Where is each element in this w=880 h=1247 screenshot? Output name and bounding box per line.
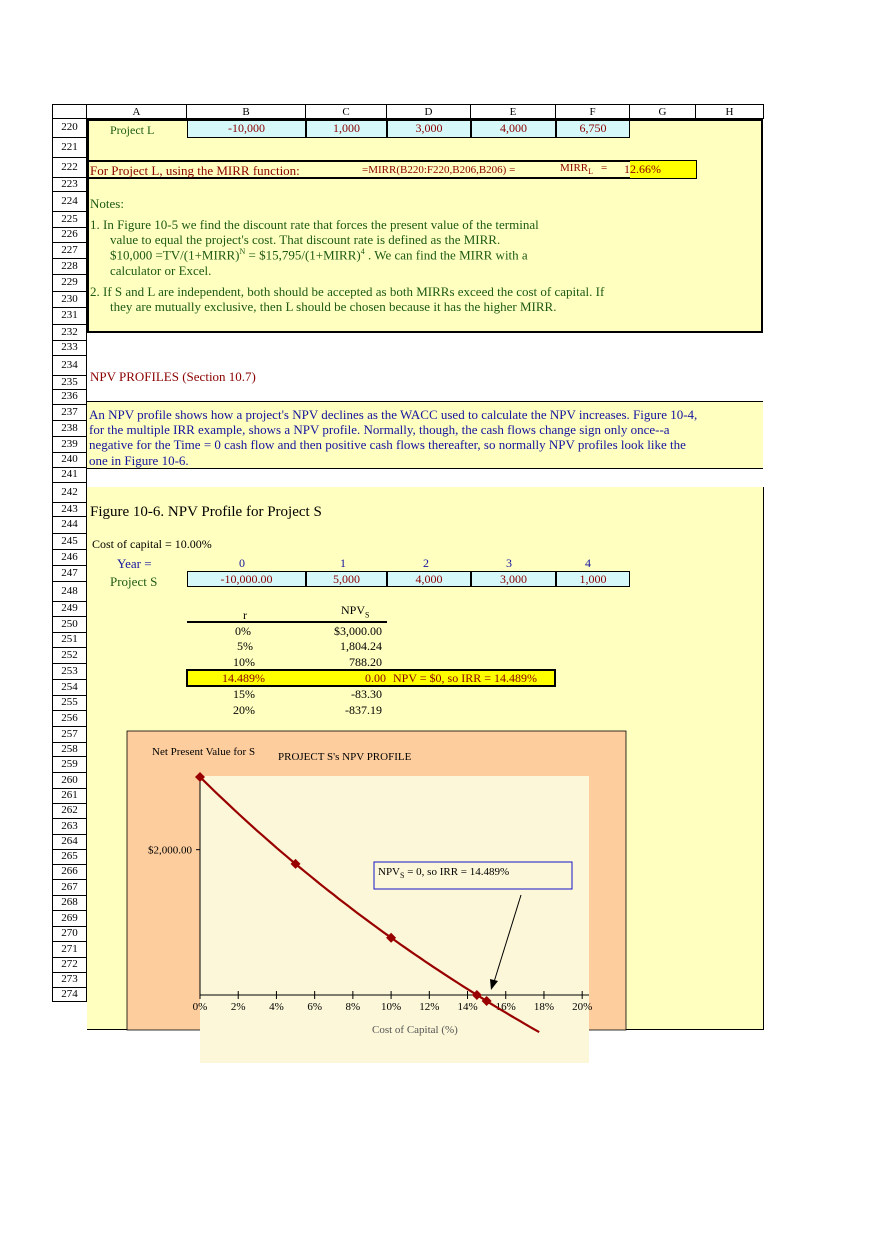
- row-number[interactable]: 230: [52, 292, 87, 308]
- note-1-line-4[interactable]: calculator or Excel.: [110, 263, 212, 278]
- row-number[interactable]: 262: [52, 804, 87, 819]
- figure-title[interactable]: Figure 10-6. NPV Profile for Project S: [90, 504, 322, 520]
- row-number[interactable]: 274: [52, 988, 87, 1002]
- annotation-text: [378, 866, 509, 880]
- year-0[interactable]: 0: [239, 556, 245, 570]
- column-header-h[interactable]: H: [696, 104, 764, 119]
- row-number[interactable]: 264: [52, 835, 87, 850]
- row-number[interactable]: 233: [52, 341, 87, 356]
- row-number[interactable]: 224: [52, 192, 87, 212]
- project-l-cell-c[interactable]: 1,000: [306, 120, 387, 138]
- row-number[interactable]: 270: [52, 927, 87, 942]
- annotation-npv: NPV: [378, 866, 401, 878]
- note-1-sup-4: 4: [360, 247, 365, 256]
- row-number[interactable]: 220: [52, 119, 87, 138]
- row-number[interactable]: 229: [52, 275, 87, 292]
- chart-title: PROJECT S's NPV PROFILE: [278, 751, 412, 763]
- npv-para-line-2[interactable]: for the multiple IRR example, shows a NPV profile. Normally, though, the cash flows change sign only once--a: [89, 422, 670, 437]
- npv-row-r-5[interactable]: 20%: [233, 703, 255, 717]
- row-number[interactable]: 250: [52, 617, 87, 633]
- row-number[interactable]: 245: [52, 534, 87, 550]
- project-s-cell-f[interactable]: 1,000: [556, 571, 630, 587]
- project-l-label[interactable]: Project L: [110, 123, 155, 137]
- x-tick-label: 10%: [381, 1001, 402, 1013]
- mirr-eq: =: [601, 162, 608, 174]
- npv-row-r-4[interactable]: 15%: [233, 687, 255, 701]
- npv-row-r-1[interactable]: 5%: [237, 639, 253, 653]
- x-tick-label: 6%: [307, 1001, 322, 1013]
- npv-profiles-heading[interactable]: NPV PROFILES (Section 10.7): [90, 369, 256, 384]
- row-number[interactable]: 253: [52, 664, 87, 680]
- npv-header-sub: S: [365, 610, 370, 620]
- mirr-formula[interactable]: =MIRR(B220:F220,B206,B206) =: [362, 164, 516, 176]
- npv-row-npv-0[interactable]: $3,000.00: [334, 624, 382, 638]
- x-tick-label: 16%: [495, 1001, 516, 1013]
- row-number[interactable]: 255: [52, 696, 87, 711]
- npv-table-header-r[interactable]: r: [243, 608, 247, 622]
- note-1-line-2[interactable]: value to equal the project's cost. That discount rate is defined as the MIRR.: [110, 232, 501, 247]
- row-number[interactable]: 241: [52, 468, 87, 483]
- x-tick-label: 20%: [572, 1001, 593, 1013]
- x-tick-label: 0%: [192, 1001, 208, 1013]
- year-4[interactable]: 4: [585, 556, 591, 570]
- npv-header-text: NPV: [341, 603, 366, 617]
- project-s-cell-e[interactable]: 3,000: [471, 571, 556, 587]
- npv-row-r-3[interactable]: 14.489%: [222, 671, 265, 685]
- annotation-sub: S: [400, 871, 405, 880]
- row-number[interactable]: 222: [52, 158, 87, 178]
- row-number[interactable]: 238: [52, 421, 87, 437]
- row-number[interactable]: 263: [52, 819, 87, 835]
- column-header-c[interactable]: C: [306, 104, 387, 119]
- row-number[interactable]: 227: [52, 243, 87, 259]
- row-number[interactable]: 235: [52, 376, 87, 390]
- row-number[interactable]: 273: [52, 973, 87, 988]
- column-header-f[interactable]: F: [556, 104, 630, 119]
- project-l-cell-e[interactable]: 4,000: [471, 120, 556, 138]
- year-3[interactable]: 3: [506, 556, 512, 570]
- npv-para-line-3[interactable]: negative for the Time = 0 cash flow and then positive cash flows thereafter, so normally NPV profiles look like the: [89, 437, 686, 452]
- note-1-sup-n: N: [239, 247, 246, 256]
- project-s-label[interactable]: Project S: [110, 574, 158, 589]
- x-tick-label: 18%: [533, 1001, 555, 1013]
- x-tick-label: 14%: [457, 1001, 478, 1013]
- sheet-right-border: [763, 487, 764, 1030]
- project-l-cell-f[interactable]: 6,750: [556, 120, 630, 138]
- row-number[interactable]: 239: [52, 437, 87, 453]
- row-number[interactable]: 252: [52, 648, 87, 664]
- npv-row-npv-4[interactable]: -83.30: [351, 687, 382, 701]
- row-number[interactable]: 248: [52, 582, 87, 602]
- cost-of-capital[interactable]: Cost of capital = 10.00%: [92, 537, 212, 551]
- note-1-line-3b: = $15,795/(1+MIRR): [245, 247, 361, 263]
- npv-row-npv-2[interactable]: 788.20: [349, 655, 382, 669]
- project-s-cell-b[interactable]: -10,000.00: [187, 571, 306, 587]
- column-header-a[interactable]: A: [87, 104, 187, 119]
- row-number[interactable]: 226: [52, 228, 87, 243]
- row-number[interactable]: 237: [52, 405, 87, 421]
- chart-x-axis-label: Cost of Capital (%): [372, 1024, 458, 1036]
- x-tick-label: 2%: [230, 1001, 246, 1013]
- project-l-cell-d[interactable]: 3,000: [387, 120, 471, 138]
- row-number[interactable]: 236: [52, 390, 87, 405]
- y-tick-label: $2,000.00: [148, 844, 192, 857]
- notes-title[interactable]: Notes:: [90, 196, 124, 211]
- row-number[interactable]: 223: [52, 178, 87, 192]
- chart-y-axis-label: Net Present Value for S: [152, 746, 256, 758]
- row-number[interactable]: 269: [52, 911, 87, 927]
- row-number[interactable]: 254: [52, 680, 87, 696]
- project-s-cell-c[interactable]: 5,000: [306, 571, 387, 587]
- project-l-cell-b[interactable]: -10,000: [187, 120, 306, 138]
- npv-row-npv-3[interactable]: 0.00: [365, 671, 386, 685]
- project-s-cell-d[interactable]: 4,000: [387, 571, 471, 587]
- mirr-row-label[interactable]: For Project L, using the MIRR function:: [90, 163, 300, 178]
- note-2-line-1[interactable]: 2. If S and L are independent, both should be accepted as both MIRRs exceed the cost of capital. If: [90, 284, 605, 299]
- note-1-line-3a: $10,000 =TV/(1+MIRR): [110, 247, 240, 263]
- x-tick-label: 8%: [345, 1001, 361, 1013]
- npv-row-npv-1[interactable]: 1,804.24: [340, 639, 382, 653]
- row-number[interactable]: 249: [52, 602, 87, 617]
- annotation-rest: = 0, so IRR = 14.489%: [404, 866, 510, 878]
- row-number[interactable]: 232: [52, 325, 87, 341]
- row-number[interactable]: 259: [52, 757, 87, 773]
- column-header-d[interactable]: D: [387, 104, 471, 119]
- row-number[interactable]: 260: [52, 773, 87, 789]
- note-1-line-1[interactable]: 1. In Figure 10-5 we find the discount rate that forces the present value of the terminal: [90, 217, 539, 232]
- year-2[interactable]: 2: [423, 556, 429, 570]
- row-number[interactable]: 258: [52, 743, 87, 757]
- mirr-label-sub: L: [588, 167, 594, 177]
- mirr-value-text: 12.66%: [624, 162, 661, 176]
- row-number[interactable]: 266: [52, 865, 87, 880]
- x-tick-label: 12%: [419, 1001, 440, 1013]
- row-number[interactable]: 268: [52, 896, 87, 911]
- column-header-e[interactable]: E: [471, 104, 556, 119]
- npv-row-npv-5[interactable]: -837.19: [345, 703, 382, 717]
- row-number[interactable]: 265: [52, 850, 87, 865]
- note-1-line-3c: . We can find the MIRR with a: [364, 247, 528, 263]
- row-number[interactable]: 271: [52, 942, 87, 958]
- column-header-g[interactable]: G: [630, 104, 696, 119]
- row-number[interactable]: 272: [52, 958, 87, 973]
- row-number[interactable]: 225: [52, 212, 87, 228]
- row-number[interactable]: 221: [52, 138, 87, 158]
- row-number[interactable]: 244: [52, 517, 87, 534]
- npv-row-r-2[interactable]: 10%: [233, 655, 255, 669]
- year-1[interactable]: 1: [340, 556, 346, 570]
- note-2-line-2[interactable]: they are mutually exclusive, then L should be chosen because it has the higher MIRR.: [110, 299, 557, 314]
- x-tick-label: 4%: [269, 1001, 284, 1013]
- npv-row-r-0[interactable]: 0%: [235, 624, 251, 638]
- npv-para-line-4[interactable]: one in Figure 10-6.: [89, 453, 189, 468]
- row-number[interactable]: 242: [52, 483, 87, 503]
- plot-area: [200, 776, 589, 1063]
- row-number[interactable]: 257: [52, 727, 87, 743]
- year-label[interactable]: Year =: [117, 556, 152, 571]
- row-number[interactable]: 247: [52, 566, 87, 582]
- npv-para-line-1[interactable]: An NPV profile shows how a project's NPV declines as the WACC used to calculate the NPV increases. Figure 10-4,: [89, 407, 698, 422]
- row-number[interactable]: 251: [52, 633, 87, 648]
- row-number[interactable]: 228: [52, 259, 87, 275]
- row-number[interactable]: 240: [52, 453, 87, 468]
- irr-note[interactable]: NPV = $0, so IRR = 14.489%: [393, 671, 537, 685]
- row-number[interactable]: 231: [52, 308, 87, 325]
- row-number[interactable]: 267: [52, 880, 87, 896]
- row-number[interactable]: 243: [52, 503, 87, 517]
- column-header-b[interactable]: B: [187, 104, 306, 119]
- row-number[interactable]: 234: [52, 356, 87, 376]
- mirr-label-text: MIRR: [560, 162, 589, 174]
- row-number[interactable]: 261: [52, 789, 87, 804]
- row-number[interactable]: 246: [52, 550, 87, 566]
- row-number[interactable]: 256: [52, 711, 87, 727]
